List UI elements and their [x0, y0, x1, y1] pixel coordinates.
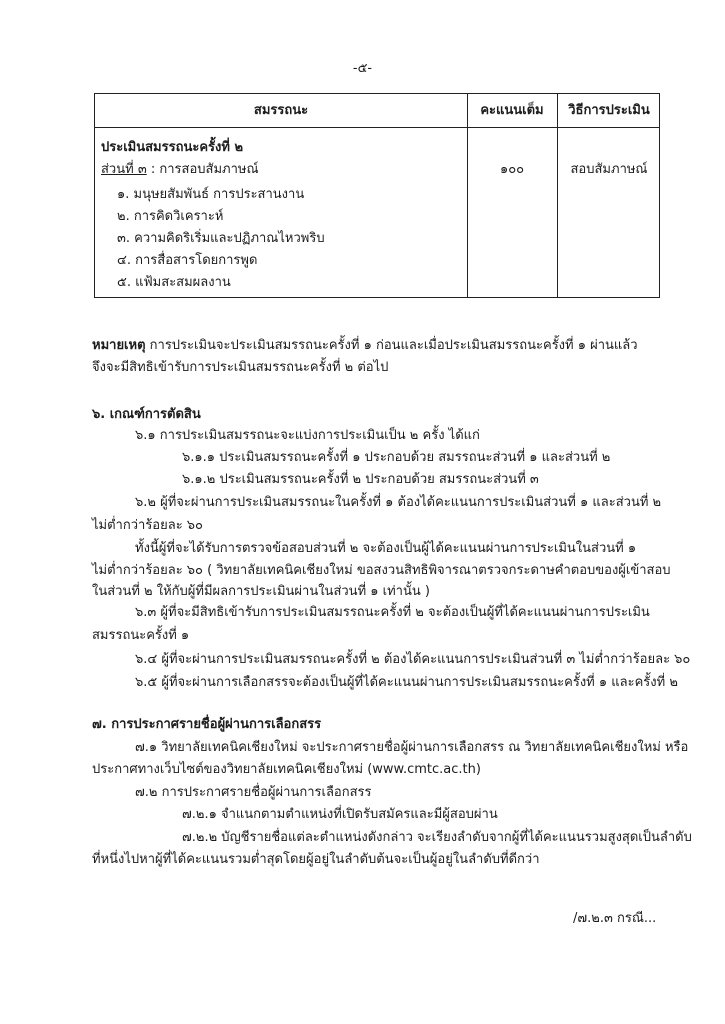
list-item: ๔. การสื่อสารโดยการพูด [117, 253, 258, 268]
section6-title: ๖. เกณฑ์การตัดสิน [92, 407, 201, 422]
paragraph-line: ๗.๒.๑ จำแนกตามตำแหน่งที่เปิดรับสมัครและมีผู้สอบผ่าน [182, 807, 498, 822]
paragraph-line: ๖.๑.๒ ประเมินสมรรถนะครั้งที่ ๒ ประกอบด้วย สมรรถนะส่วนที่ ๓ [182, 472, 539, 487]
header-competency: สมรรถนะ [253, 103, 309, 118]
paragraph-line: ๖.๒ ผู้ที่จะผ่านการประเมินสมรรถนะในครั้งที่ ๑ ต้องได้คะแนนการประเมินส่วนที่ ๑ และส่วนที่ ๒ [135, 495, 662, 510]
part-rest: : การสอบสัมภาษณ์ [146, 162, 259, 177]
header-full-score: คะแนนเต็ม [480, 103, 544, 118]
paragraph-line: ทั้งนี้ผู้ที่จะได้รับการตรวจข้อสอบส่วนที่ ๒ จะต้องเป็นผู้ได้คะแนนผ่านการประเมินในส่วนที่ ๑ [135, 541, 637, 556]
list-item: ๒. การคิดวิเคราะห์ [117, 209, 224, 224]
note-label: หมายเหตุ [92, 338, 146, 353]
section-title: ประเมินสมรรถนะครั้งที่ ๒ [101, 140, 244, 155]
paragraph-line: ๖.๑.๑ ประเมินสมรรถนะครั้งที่ ๑ ประกอบด้วย สมรรถนะส่วนที่ ๑ และส่วนที่ ๒ [182, 450, 611, 465]
paragraph-line: ๗.๒.๒ บัญชีรายชื่อแต่ละตำแหน่งดังกล่าว จะเรียงลำดับจากผู้ที่ได้คะแนนรวมสูงสุดเป็นลำดับ [182, 830, 692, 845]
paragraph-line: สมรรถนะครั้งที่ ๑ [92, 628, 190, 643]
table-divider [467, 94, 468, 297]
paragraph-line: ประกาศทางเว็บไซต์ของวิทยาลัยเทคนิคเชียงใหม่ (www.cmtc.ac.th) [92, 762, 481, 777]
paragraph-line: ไม่ต่ำกว่าร้อยละ ๖๐ [92, 518, 203, 533]
competency-table [94, 93, 660, 298]
list-item: ๓. ความคิดริเริ่มและปฏิภาณไหวพริบ [117, 231, 325, 246]
list-item: ๑. มนุษยสัมพันธ์ การประสานงาน [117, 187, 305, 202]
paragraph-line: ๖.๓ ผู้ที่จะมีสิทธิเข้ารับการประเมินสมรรถนะครั้งที่ ๒ จะต้องเป็นผู้ที่ได้คะแนนผ่านการประเมิน [135, 605, 650, 620]
header-method: วิธีการประเมิน [568, 103, 650, 118]
paragraph-line: ๗.๒ การประกาศรายชื่อผู้ผ่านการเลือกสรร [135, 785, 372, 800]
note-line-1: หมายเหตุ การประเมินจะประเมินสมรรถนะครั้งที่ ๑ ก่อนและเมื่อประเมินสมรรถนะครั้งที่ ๑ ผ่านแล้ว [92, 338, 638, 353]
paragraph-line: ที่หนึ่งไปหาผู้ที่ได้คะแนนรวมต่ำสุดโดยผู้อยู่ในลำดับต้นจะเป็นผู้อยู่ในลำดับที่ดีกว่า [92, 852, 540, 867]
score-value: ๑๐๐ [499, 162, 525, 177]
paragraph-line: ๖.๕ ผู้ที่จะผ่านการเลือกสรรจะต้องเป็นผู้ที่ได้คะแนนผ่านการประเมินสมรรถนะครั้งที่ ๑ และครั้งที่ ๒ [135, 675, 678, 690]
list-item: ๕. แฟ้มสะสมผลงาน [117, 275, 231, 290]
paragraph-line: ๖.๔ ผู้ที่จะผ่านการประเมินสมรรถนะครั้งที่ ๒ ต้องได้คะแนนการประเมินส่วนที่ ๓ ไม่ต่ำกว่าร้อยละ ๖๐ [135, 652, 691, 667]
paragraph-line: ๗.๑ วิทยาลัยเทคนิคเชียงใหม่ จะประกาศรายชื่อผู้ผ่านการเลือกสรร ณ วิทยาลัยเทคนิคเชียงใหม่ หรือ [135, 740, 689, 755]
paragraph-line: ๖.๑ การประเมินสมรรถนะจะแบ่งการประเมินเป็น ๒ ครั้ง ได้แก่ [135, 428, 480, 443]
method-value: สอบสัมภาษณ์ [570, 162, 648, 177]
table-header-row [95, 94, 659, 128]
paragraph-line: ในส่วนที่ ๒ ให้กับผู้ที่มีผลการประเมินผ่านในส่วนที่ ๑ เท่านั้น ) [92, 584, 430, 599]
table-divider [557, 94, 558, 297]
part-line [101, 158, 259, 179]
paragraph-line: ไม่ต่ำกว่าร้อยละ ๖๐ ( วิทยาลัยเทคนิคเชียงใหม่ ขอสงวนสิทธิพิจารณาตรวจกระดาษคำตอบของผู้เข้าสอบ [92, 563, 671, 578]
continuation-marker: /๗.๒.๓ กรณี... [573, 911, 657, 926]
note-line-2: จึงจะมีสิทธิเข้ารับการประเมินสมรรถนะครั้งที่ ๒ ต่อไป [92, 360, 389, 375]
part-label: ส่วนที่ ๓ [101, 162, 147, 177]
page-number: -๕- [352, 61, 373, 76]
section7-title: ๗. การประกาศรายชื่อผู้ผ่านการเลือกสรร [92, 717, 322, 732]
